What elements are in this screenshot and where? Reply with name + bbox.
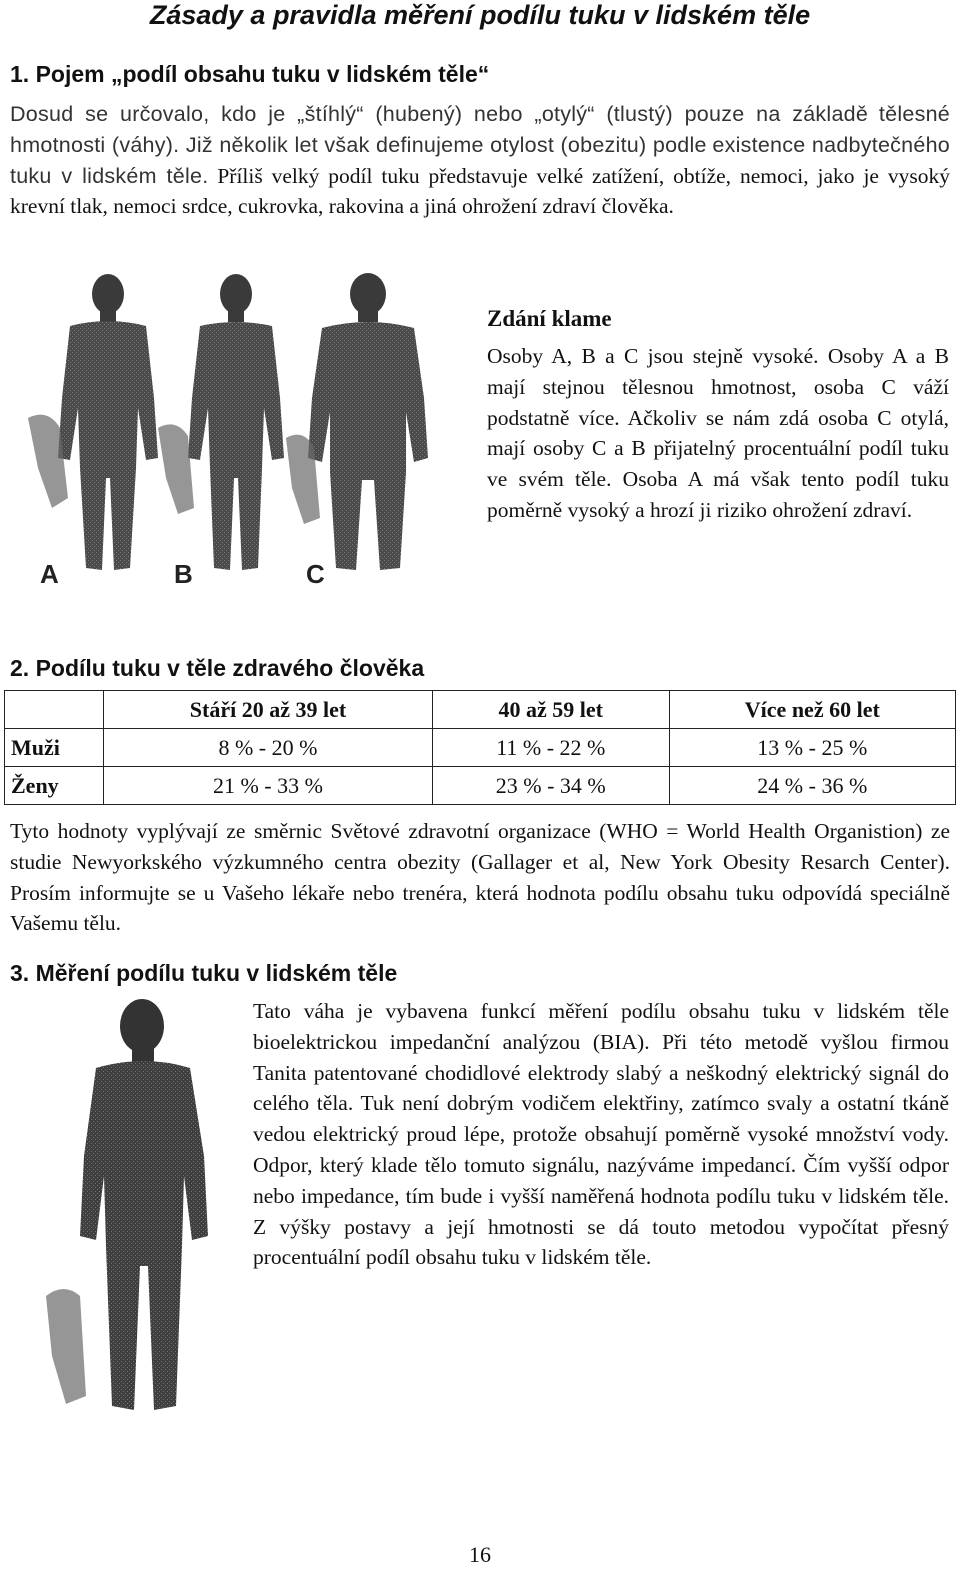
body-silhouette-figure xyxy=(40,996,260,1426)
table-row xyxy=(5,767,956,805)
section-2-text: Tyto hodnoty vyplývají ze směrnic Světové zdravotní organizace (WHO = World Health Organistion) ze studie Newyorkského výzkumného centra obezity (Gallager et al, New York Obesity Resarch Center). Prosím informujte se u Vašeho lékaře nebo trenéra, která hodnota podílu obsahu tuku odpovídá speciálně Vašemu tělu. xyxy=(10,819,950,936)
figure-label-b: B xyxy=(174,559,193,589)
section-1-heading: 1. Pojem „podíl obsahu tuku v lidském těle“ xyxy=(10,61,490,87)
section-2-heading: 2. Podílu tuku v těle zdravého člověka xyxy=(10,655,425,681)
figure-label-c: C xyxy=(306,559,325,589)
table-cell: 23 % - 34 % xyxy=(432,767,669,805)
table-row-header: Ženy xyxy=(5,767,104,805)
section-1-line: tělesné hmotnosti (váhy). Již několik let však definujeme otylost (obezitu) podle xyxy=(10,102,951,157)
table-column-header: Stáří 20 až 39 let xyxy=(104,691,433,729)
silhouette-c xyxy=(286,273,428,570)
section-1-line: Příliš velký podíl tuku představuje velké xyxy=(208,163,584,188)
section-1-line: zatížení, obtíže, nemoci, jako je vysoký krevní tlak, nemoci srdce, cukrovka, rakovina a xyxy=(10,163,950,219)
table-header-row xyxy=(5,691,956,729)
sidebar-text: Osoby A, B a C jsou stejně vysoké. Osoby A a B mají stejnou tělesnou hmotnost, osoba C váží podstatně více. Ačkoliv se nám zdá osoba C otylá, mají osoby C a B přijatelný procentuální podíl tuku ve svém těle. Osoba A má však tento podíl tuku poměrně vysoký a hrozí ji riziko ohrožení zdraví. xyxy=(487,344,949,522)
table-cell: 8 % - 20 % xyxy=(104,729,433,767)
page-title: Zásady a pravidla měření podílu tuku v lidském těle xyxy=(149,0,811,30)
table-cell: 11 % - 22 % xyxy=(432,729,669,767)
section-1-text xyxy=(10,99,950,222)
silhouette-b xyxy=(158,274,284,570)
section-1-line: jiná ohrožení zdraví člověka. xyxy=(424,194,674,219)
section-3-text: Tato váha je vybavena funkcí měření podílu obsahu tuku v lidském těle bioelektrickou impedanční analýzou (BIA). Při této metodě vyšlou firmou Tanita patentované chodidlové elektrody slabý a neškodný elektrický signál do celého těla. Tuk není dobrým vodičem elektřiny, zatímco svaly a ostatní tkáně vedou elektrický proud lépe, protože obsahují poměrně vysoké množství vody. Odpor, který klade tělo tomuto signálu, nazýváme impedancí. Čím vyšší odpor nebo impedance, tím bude i vyšší naměřená hodnota podílu tuku v lidském těle. Z výšky postavy a její hmotnosti se dá touto metodou vypočítat přesný procentuální podíl obsahu tuku v lidském těle. xyxy=(253,999,949,1270)
sidebar-title: Zdání klame xyxy=(487,306,612,331)
section-3-heading: 3. Měření podílu tuku v lidském těle xyxy=(10,960,398,986)
table-cell: 13 % - 25 % xyxy=(669,729,955,767)
section-1-line: existence nadbytečného tuku v lidském těle. xyxy=(10,132,951,188)
silhouette-a xyxy=(28,274,158,570)
table-cell: 21 % - 33 % xyxy=(104,767,433,805)
table-row xyxy=(5,729,956,767)
table-row-header: Muži xyxy=(5,729,104,767)
figure-label-a: A xyxy=(40,559,59,589)
table-column-header: 40 až 59 let xyxy=(432,691,669,729)
table-cell: 24 % - 36 % xyxy=(669,767,955,805)
section-1-line: Dosud se určovalo, kdo je „štíhlý“ (hubený) nebo „otylý“ (tlustý) pouze na základě xyxy=(10,102,869,126)
table-corner-cell xyxy=(5,691,104,729)
page-number: 16 xyxy=(469,1542,491,1567)
body-silhouettes-figure xyxy=(8,268,448,593)
fat-percentage-table xyxy=(4,690,956,805)
table-column-header: Více než 60 let xyxy=(669,691,955,729)
